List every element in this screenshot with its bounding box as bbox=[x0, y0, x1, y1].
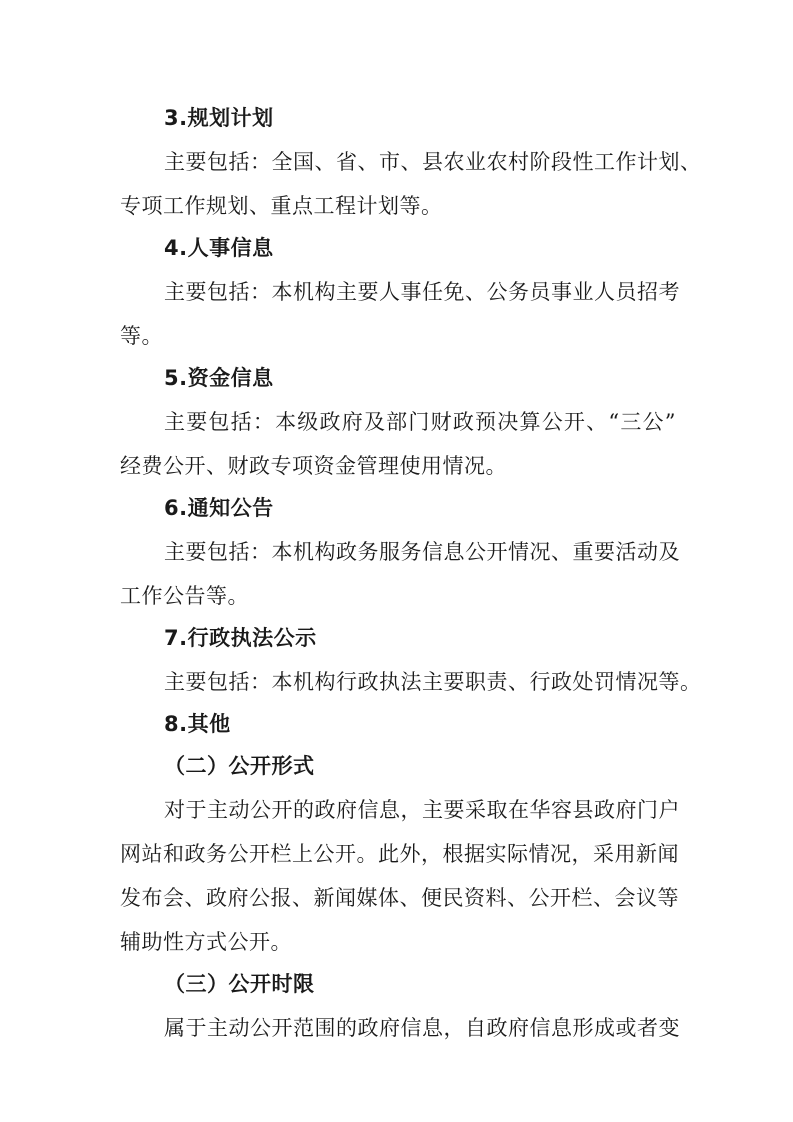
paragraph-line: 主要包括：本机构主要人事任免、公务员事业人员招考 bbox=[164, 280, 680, 304]
section-heading-disclosure-time: （三）公开时限 bbox=[164, 972, 315, 996]
paragraph-line: 主要包括：本级政府及部门财政预决算公开、“三公” bbox=[164, 410, 676, 434]
section-heading-other: 8.其他 bbox=[164, 712, 231, 736]
section-heading-disclosure-form: （二）公开形式 bbox=[164, 754, 315, 778]
section-heading-enforcement: 7.行政执法公示 bbox=[164, 626, 317, 650]
paragraph-line: 专项工作规划、重点工程计划等。 bbox=[120, 194, 443, 218]
paragraph-line: 属于主动公开范围的政府信息，自政府信息形成或者变 bbox=[164, 1016, 680, 1040]
paragraph-line: 主要包括：本机构行政执法主要职责、行政处罚情况等。 bbox=[164, 670, 702, 694]
paragraph-line: 辅助性方式公开。 bbox=[120, 930, 292, 954]
section-heading-funds: 5.资金信息 bbox=[164, 366, 274, 390]
paragraph-line: 经费公开、财政专项资金管理使用情况。 bbox=[120, 454, 507, 478]
paragraph-line: 工作公告等。 bbox=[120, 584, 249, 608]
paragraph-line: 发布会、政府公报、新闻媒体、便民资料、公开栏、会议等 bbox=[120, 886, 679, 910]
paragraph-line: 网站和政务公开栏上公开。此外，根据实际情况，采用新闻 bbox=[120, 842, 679, 866]
paragraph-line: 主要包括：本机构政务服务信息公开情况、重要活动及 bbox=[164, 540, 680, 564]
paragraph-line: 对于主动公开的政府信息，主要采取在华容县政府门户 bbox=[164, 798, 680, 822]
paragraph-line: 主要包括：全国、省、市、县农业农村阶段性工作计划、 bbox=[164, 150, 702, 174]
paragraph-line: 等。 bbox=[120, 324, 163, 348]
section-heading-notices: 6.通知公告 bbox=[164, 496, 274, 520]
section-heading-personnel: 4.人事信息 bbox=[164, 236, 274, 260]
section-heading-planning: 3.规划计划 bbox=[164, 106, 274, 130]
